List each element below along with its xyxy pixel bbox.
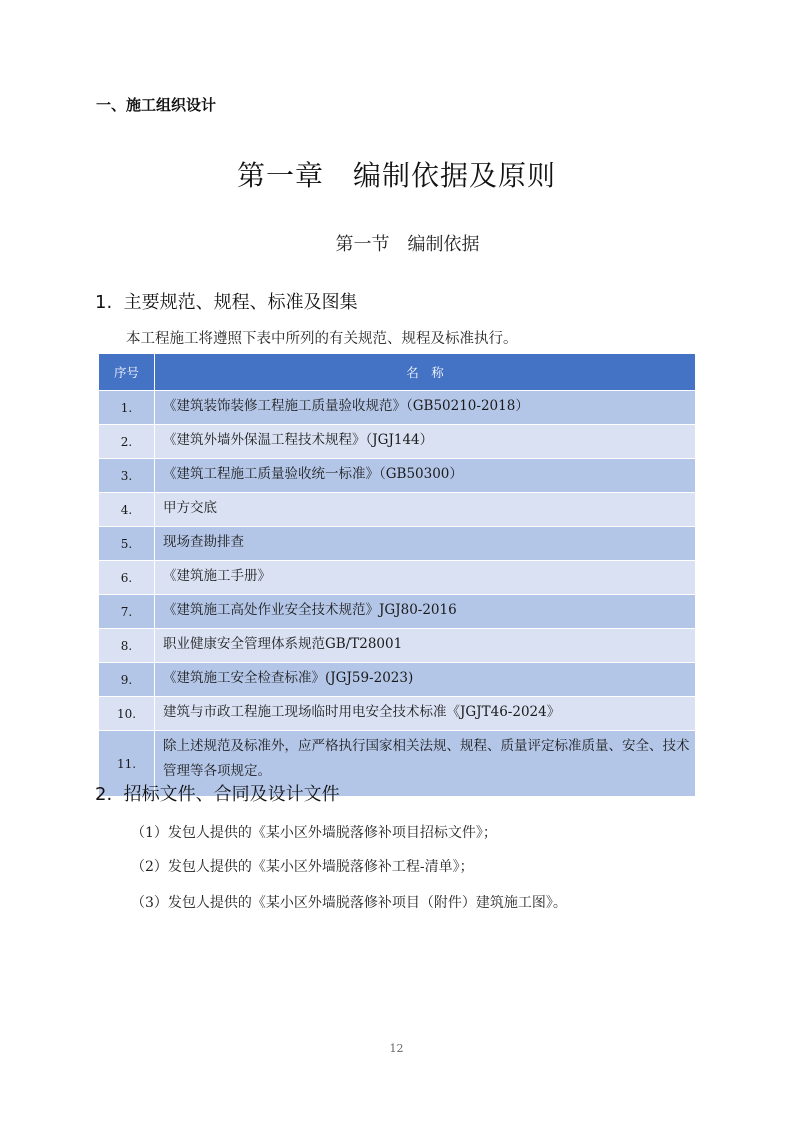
subsection-number: 2. bbox=[95, 784, 113, 805]
row-number: 5. bbox=[99, 527, 155, 561]
row-name: 甲方交底 bbox=[155, 493, 696, 527]
document-list-item: （2）发包人提供的《某小区外墙脱落修补工程-清单》； bbox=[131, 859, 474, 875]
table-row bbox=[99, 425, 696, 459]
document-list-item: （3）发包人提供的《某小区外墙脱落修补项目（附件）建筑施工图》。 bbox=[131, 895, 567, 911]
row-number: 4. bbox=[99, 493, 155, 527]
row-name: 职业健康安全管理体系规范GB/T28001 bbox=[155, 629, 696, 663]
table-row bbox=[99, 595, 696, 629]
standards-table bbox=[98, 353, 696, 797]
subsection-number: 1. bbox=[95, 292, 113, 313]
row-name: 《建筑装饰装修工程施工质量验收规范》（GB50210-2018） bbox=[155, 391, 696, 425]
row-name: 《建筑施工高处作业安全技术规范》JGJ80-2016 bbox=[155, 595, 696, 629]
row-number: 9. bbox=[99, 663, 155, 697]
subsection-title: 招标文件、合同及设计文件 bbox=[123, 784, 340, 805]
table-header-row bbox=[99, 354, 696, 391]
row-name: 建筑与市政工程施工现场临时用电安全技术标准《JGJT46-2024》 bbox=[155, 697, 696, 731]
section-title: 第一节 编制依据 bbox=[335, 234, 480, 255]
table-row bbox=[99, 391, 696, 425]
section-heading: 一、施工组织设计 bbox=[96, 96, 217, 114]
table-row bbox=[99, 663, 696, 697]
subsection-title: 主要规范、规程、标准及图集 bbox=[123, 292, 358, 313]
row-name: 《建筑外墙外保温工程技术规程》（JGJ144） bbox=[155, 425, 696, 459]
chapter-title: 第一章 编制依据及原则 bbox=[236, 159, 556, 192]
subsection-heading-1 bbox=[95, 288, 358, 314]
table-row bbox=[99, 493, 696, 527]
row-number: 2. bbox=[99, 425, 155, 459]
row-number: 1. bbox=[99, 391, 155, 425]
row-number: 8. bbox=[99, 629, 155, 663]
row-name: 《建筑工程施工质量验收统一标准》（GB50300） bbox=[155, 459, 696, 493]
table-row bbox=[99, 459, 696, 493]
intro-paragraph: 本工程施工将遵照下表中所列的有关规范、规程及标准执行。 bbox=[126, 331, 518, 347]
table-row bbox=[99, 697, 696, 731]
row-number: 11. bbox=[99, 731, 155, 797]
document-list-item: （1）发包人提供的《某小区外墙脱落修补项目招标文件》； bbox=[131, 825, 497, 841]
table-row bbox=[99, 527, 696, 561]
row-name: 现场查勘排查 bbox=[155, 527, 696, 561]
page-number: 12 bbox=[389, 1042, 404, 1055]
header-seq: 序号 bbox=[99, 354, 155, 391]
row-name: 《建筑施工手册》 bbox=[155, 561, 696, 595]
table-row bbox=[99, 561, 696, 595]
subsection-heading-2 bbox=[95, 780, 340, 806]
row-number: 3. bbox=[99, 459, 155, 493]
header-name: 名 称 bbox=[155, 354, 696, 391]
table-row bbox=[99, 629, 696, 663]
row-number: 7. bbox=[99, 595, 155, 629]
row-number: 10. bbox=[99, 697, 155, 731]
row-name: 《建筑施工安全检查标准》(JGJ59-2023) bbox=[155, 663, 696, 697]
row-number: 6. bbox=[99, 561, 155, 595]
row-name: 除上述规范及标准外，应严格执行国家相关法规、规程、质量评定标准质量、安全、技术管理等各项规定。 bbox=[155, 731, 696, 797]
